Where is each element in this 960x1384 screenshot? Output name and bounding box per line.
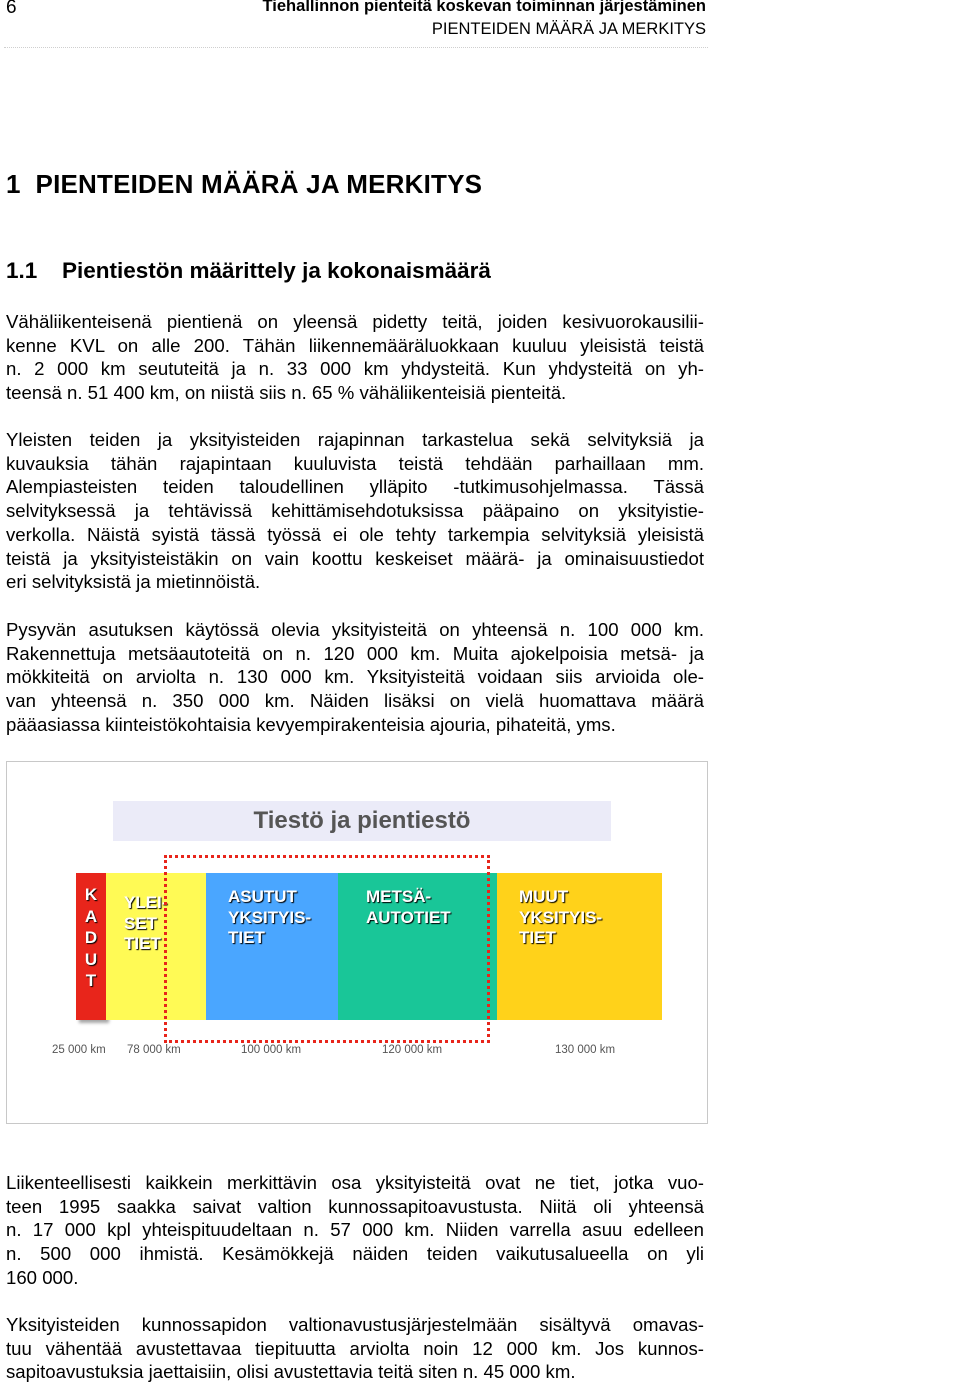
paragraph-line: kenne KVL on alle 200. Tähän liikennemääräluokkaan kuuluu yleisistä teistä (6, 334, 704, 356)
paragraph-line: Rakennettuja metsäautoteitä on n. 120 000 km. Muita ajokelpoisia metsä- ja (6, 642, 704, 664)
paragraph-line: eri selvityksistä ja mietinnöistä. (6, 571, 261, 593)
chapter-number: 1 (6, 169, 21, 199)
kadut-letter: A (84, 906, 98, 926)
paragraph-2 (6, 428, 704, 594)
length-label: 25 000 km (52, 1044, 106, 1056)
paragraph-line: tuu vähentää avustettavaa tiepituutta arviolta noin 12 000 km. Jos kunnos- (6, 1337, 704, 1359)
kadut-letter: U (84, 949, 98, 969)
paragraph-5 (6, 1313, 704, 1384)
chapter-heading (6, 169, 482, 200)
paragraph-line: n. 2 000 km seututeitä ja n. 33 000 km yhdysteitä. Kun yhdysteitä on yh- (6, 358, 704, 380)
length-label: 120 000 km (382, 1044, 443, 1056)
length-label: 130 000 km (555, 1044, 616, 1056)
paragraph-4 (6, 1171, 704, 1290)
paragraph-line: kuvauksia tähän rajapintaan kuuluvista teistä tehdään parhaillaan mm. (6, 452, 704, 474)
block-label: MUUT YKSITYIS- TIET (519, 887, 603, 947)
block-label: METSÄ- AUTOTIET (366, 887, 451, 927)
paragraph-line: Yleisten teiden ja yksityisteiden rajapinnan tarkastelua sekä selvityksiä ja (6, 429, 704, 450)
paragraph-line: teen 1995 saakka saivat valtion kunnossapitoavustusta. Niitä oli yhteensä (6, 1195, 704, 1217)
paragraph-line: Vähäliikenteisenä pientienä on yleensä pidetty teitä, joiden kesivuorokausilii- (6, 311, 704, 332)
paragraph-line: selvityksessä ja tehtävissä kehittämisehdotuksissa pääpaino on yksityistie- (6, 500, 704, 522)
paragraph-line: Alempiasteisten teiden taloudellinen ylläpito -tutkimusohjelmassa. Tässä (6, 476, 704, 498)
paragraph-3 (6, 618, 704, 737)
header-divider (4, 47, 708, 48)
length-label: 100 000 km (241, 1044, 302, 1056)
block-label: ASUTUT YKSITYIS- TIET (228, 887, 312, 947)
figure-title: Tiestö ja pientiestö (113, 801, 611, 841)
block-label: YLEI- SET TIET (124, 893, 168, 953)
paragraph-line: pääasiassa kiinteistökohtaisia kevyempirakenteisia ajouria, pihateitä, yms. (6, 713, 616, 735)
kadut-letter: D (84, 928, 98, 947)
paragraph-line: Liikenteellisesti kaikkein merkittävin osa yksityisteitä ovat ne tiet, jotka vuo- (6, 1172, 704, 1193)
section-heading (6, 258, 491, 284)
running-header-title: Tiehallinnon pienteitä koskevan toiminnan järjestäminen (262, 0, 706, 15)
paragraph-line: teistä ja yksityisteistäkin on vain koottu keskeiset määrä- ja ominaisuustiedot (6, 547, 704, 569)
paragraph-line: n. 17 000 kpl yhteispituudeltaan n. 57 000 km. Niiden varrella asuu edelleen (6, 1219, 704, 1241)
chapter-title: PIENTEIDEN MÄÄRÄ JA MERKITYS (35, 169, 483, 199)
paragraph-line: van yhteensä n. 350 000 km. Näiden lisäksi on vielä huomattava määrä (6, 690, 704, 712)
length-label: 78 000 km (127, 1044, 181, 1056)
kadut-letter: T (85, 971, 97, 990)
paragraph-line: Pysyvän asutuksen käytössä olevia yksityisteitä on yhteensä n. 100 000 km. (6, 619, 704, 640)
paragraph-line: teensä n. 51 400 km, on niistä siis n. 65 % vähäliikenteisiä pienteitä. (6, 382, 567, 404)
paragraph-line: n. 500 000 ihmistä. Kesämökkejä näiden teiden vaikutusalueella on yli (6, 1243, 704, 1265)
kadut-letter: K (84, 885, 98, 904)
section-title: Pientiestön määrittely ja kokonaismäärä (62, 258, 491, 283)
paragraph-1 (6, 310, 704, 405)
section-number: 1.1 (6, 258, 38, 283)
pientiesto-frame (164, 855, 490, 1043)
page-number: 6 (6, 0, 17, 18)
paragraph-line: Yksityisteiden kunnossapidon valtionavustusjärjestelmään sisältyvä omavas- (6, 1314, 704, 1335)
running-header-section: PIENTEIDEN MÄÄRÄ JA MERKITYS (431, 20, 706, 38)
paragraph-line: mökkiteitä on arviolta n. 130 000 km. Yksityisteitä voidaan siis arvioida ole- (6, 666, 704, 688)
paragraph-line: sapitoavustuksia jaettaisiin, olisi avustettavia teitä siten n. 45 000 km. (6, 1361, 576, 1383)
block-muut-yksityistiet (497, 873, 662, 1020)
paragraph-line: 160 000. (6, 1266, 79, 1288)
paragraph-line: verkolla. Näistä syistä tässä työssä ei ole tehty tarkempia selvityksiä yleisistä (6, 523, 704, 545)
block-kadut (76, 873, 106, 1020)
